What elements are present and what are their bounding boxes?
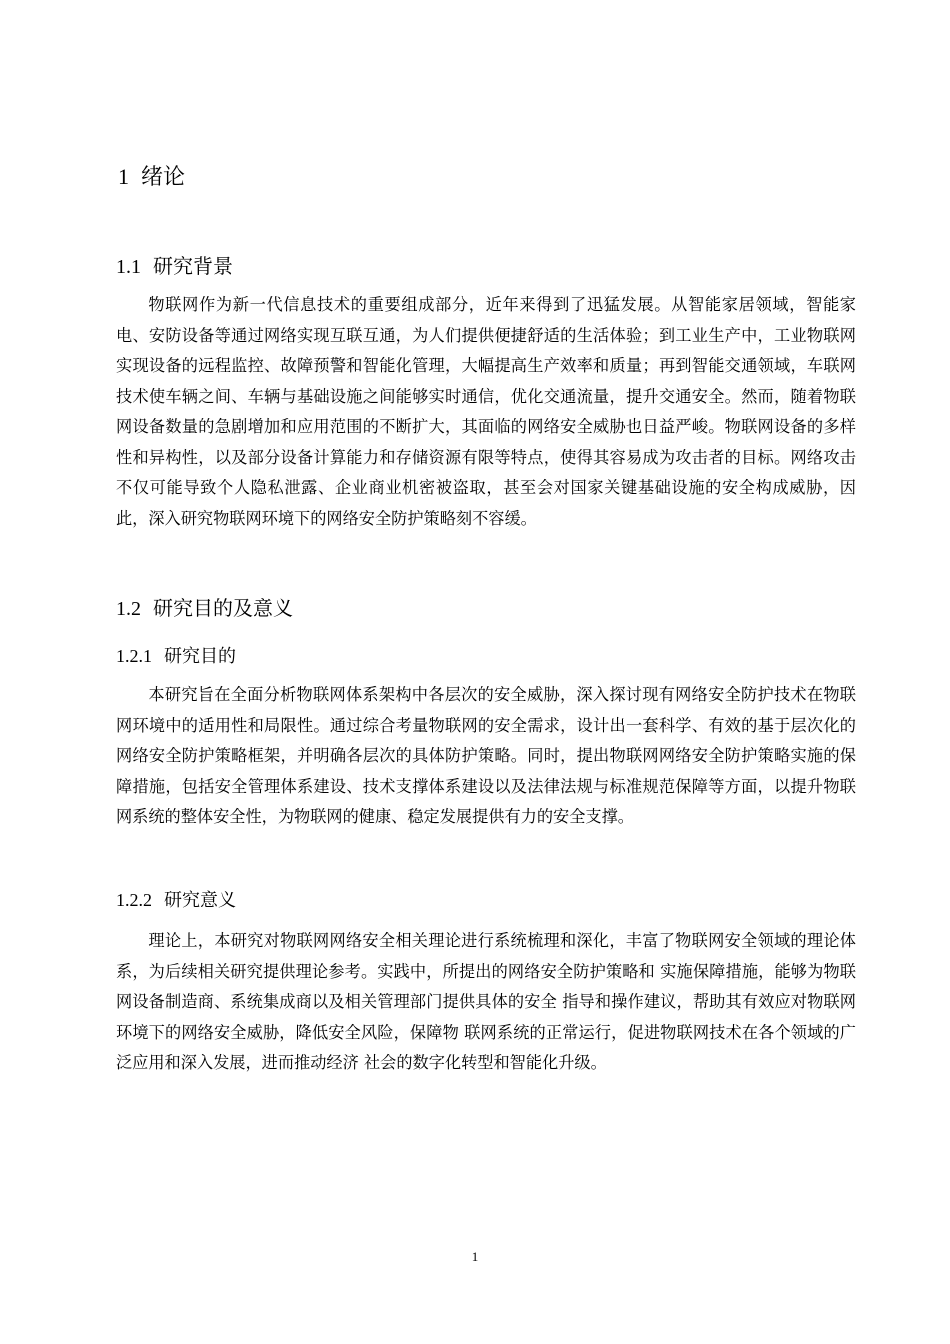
section-number: 1.2: [116, 598, 141, 620]
chapter-number: 1: [118, 164, 129, 189]
purpose-paragraph: 本研究旨在全面分析物联网体系架构中各层次的安全威胁，深入探讨现有网络安全防护技术在物联网环境中的适用性和局限性。通过综合考量物联网的安全需求，设计出一套科学、有效的基于层次化的网络安全防护策略框架，并明确各层次的具体防护策略。同时，提出物联网网络安全防护策略实施的保障措施，包括安全管理体系建设、技术支撑体系建设以及法律法规与标准规范保障等方面，以提升物联网系统的整体安全性，为物联网的健康、稳定发展提供有力的安全支撑。: [116, 685, 856, 826]
chapter-heading: [118, 160, 185, 191]
section-title: 研究目的及意义: [153, 596, 293, 620]
subsection-number: 1.2.2: [116, 890, 152, 910]
subsection-title: 研究目的: [164, 646, 236, 667]
section-title: 研究背景: [153, 254, 233, 278]
section-heading-1-2: [116, 592, 293, 621]
subsection-heading-1-2-2: [116, 886, 236, 912]
section-heading-1-1: [116, 250, 233, 279]
chapter-title: 绪论: [141, 165, 186, 190]
significance-paragraph: 理论上，本研究对物联网网络安全相关理论进行系统梳理和深化，丰富了物联网安全领域的理论体系，为后续相关研究提供理论参考。实践中，所提出的网络安全防护策略和 实施保障措施，能够为物联网设备制造商、系统集成商以及相关管理部门提供具体的安全 指导和操作建议，帮助其有效应对物联网环境下的网络安全威胁，降低安全风险，保障物 联网系统的正常运行，促进物联网技术在各个领域的广泛应用和深入发展，进而推动经济 社会的数字化转型和智能化升级。: [116, 931, 856, 1072]
page-number: 1: [471, 1249, 479, 1264]
subsection-number: 1.2.1: [116, 646, 152, 666]
subsection-title: 研究意义: [164, 890, 236, 911]
section-number: 1.1: [116, 256, 141, 278]
background-paragraph: 物联网作为新一代信息技术的重要组成部分，近年来得到了迅猛发展。从智能家居领域，智能家电、安防设备等通过网络实现互联互通，为人们提供便捷舒适的生活体验；到工业生产中，工业物联网实现设备的远程监控、故障预警和智能化管理，大幅提高生产效率和质量；再到智能交通领域，车联网技术使车辆之间、车辆与基础设施之间能够实时通信，优化交通流量，提升交通安全。然而，随着物联网设备数量的急剧增加和应用范围的不断扩大，其面临的网络安全威胁也日益严峻。物联网设备的多样性和异构性，以及部分设备计算能力和存储资源有限等特点，使得其容易成为攻击者的目标。网络攻击不仅可能导致个人隐私泄露、企业商业机密被盗取，甚至会对国家关键基础设施的安全构成威胁，因此，深入研究物联网环境下的网络安全防护策略刻不容缓。: [116, 295, 856, 528]
subsection-heading-1-2-1: [116, 642, 236, 668]
